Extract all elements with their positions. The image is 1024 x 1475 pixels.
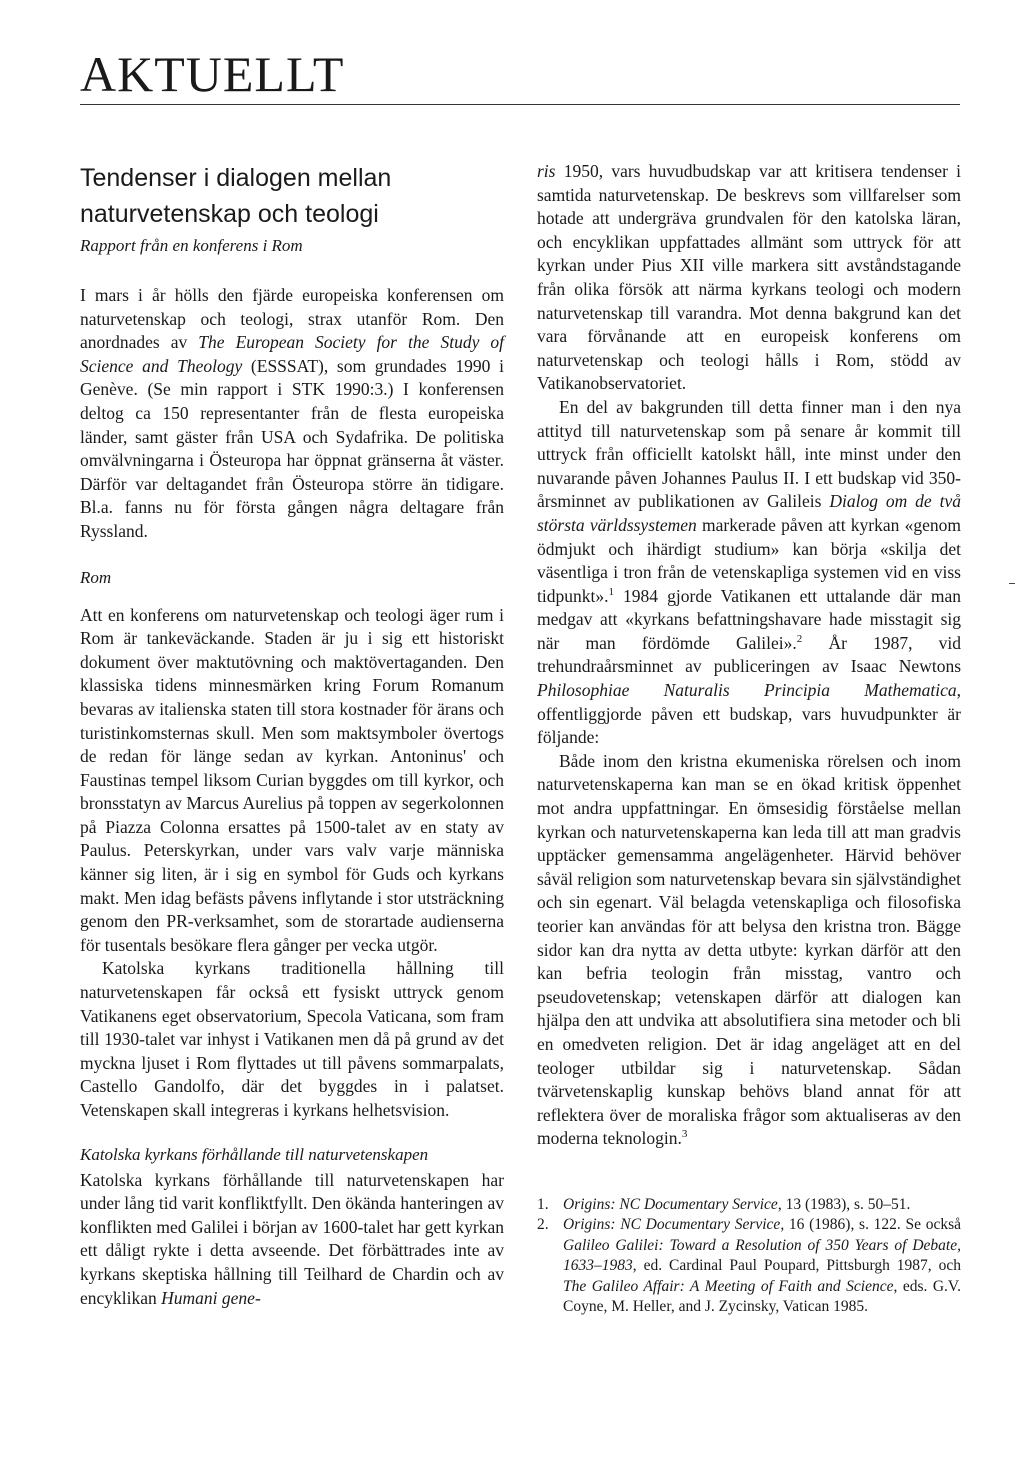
papal-message-paragraph xyxy=(537,750,961,1151)
church-text: Katolska kyrkans förhållande till naturvetenskapen har under lång tid varit konfliktfyllt. Den ökända hanteringen av konflikten med Galilei i början av 1600-talet har gett kyrkan ett dåligt rykte i detta avseende. Det förbättrades inte av kyrkans skeptiska hållning till Teilhard de Chardin och av encyklikan xyxy=(80,1169,504,1308)
intro-paragraph xyxy=(80,284,504,544)
page-header xyxy=(80,44,960,105)
intro-society-name: The European Society for the Study of Science and Theology xyxy=(80,332,504,376)
footnote-2 xyxy=(537,1215,961,1318)
footnote-ref-2: 2 xyxy=(796,633,803,646)
section-heading-church: Katolska kyrkans förhållande till naturvetenskapen xyxy=(80,1144,429,1164)
footnote-ref-3: 3 xyxy=(681,1128,688,1141)
footnote-detail-3: , eds. G.V. Coyne, M. Heller, and J. Zycinsky, Vatican 1985. xyxy=(563,1277,961,1316)
right-column xyxy=(537,160,961,1318)
encyclical-name-cont: ris xyxy=(537,161,556,181)
background-text-b: markerade påven att kyrkan «genom ödmjukt och ihärdigt studium» kan börja «skilja det väsentliga i tron från de vetenskapliga systemen vid en viss tidpunkt». xyxy=(537,514,962,606)
footnote-book-1: Galileo Galilei: Toward a Resolution of 350 Years of Debate, 1633–1983 xyxy=(563,1236,961,1275)
article-title xyxy=(80,160,504,232)
footnote-text xyxy=(563,1215,961,1318)
intro-text-b: (ESSSAT), som grundades 1990 i Genève. (Se min rapport i STK 1990:3.) I konferensen deltog ca 150 representanter från de flesta europeiska länder, samt gäster från USA och Sydafrika. De politiska omvälvningarna i Östeuropa har öppnat gränserna åt väster. Därför var deltagandet från Östeuropa större än tidigare. Bl.a. fanns nu för första gången några deltagare från Ryssland. xyxy=(80,355,504,541)
article-title-line-2: naturvetenskap och teologi xyxy=(80,200,379,228)
footnote-number: 1. xyxy=(537,1195,549,1213)
article-title-line-1: Tendenser i dialogen mellan xyxy=(80,164,392,192)
background-text-c: 1984 gjorde Vatikanen ett uttalande där man medgav att «kyrkans befattningshavare hade misstagit sig när man fördömde Galilei». xyxy=(537,585,961,653)
footnote-source: Origins: NC Documentary Service xyxy=(563,1195,778,1213)
background-text-d: År 1987, vid trehundraårsminnet av publiceringen av Isaac Newtons xyxy=(537,632,961,677)
rom-paragraph-2: Katolska kyrkans traditionella hållning till naturvetenskapen får också ett fysiskt uttryck genom Vatikanens eget observatorium, Specola Vaticana, som fram till 1930-talet var inhyst i Vatikanen men då på grund av det myckna ljuset i Rom flyttades ut till påvens sommarpalats, Castello Gandolfo, där det byggdes in i palatset. Vetenskapen skall integreras i kyrkans helhetsvision. xyxy=(80,958,504,1120)
footnote-number: 2. xyxy=(537,1216,549,1234)
church-paragraph-1 xyxy=(80,1169,504,1311)
footnote-1 xyxy=(537,1195,961,1216)
margin-mark xyxy=(1009,583,1015,584)
background-text-a: En del av bakgrunden till detta finner man i den nya attityd till naturvetenskap som på senare år kommit till uttryck från officiellt katolskt håll, inte minst under den nuvarande påven Johannes Paulus II. I ett budskap vid 350-årsminnet av publikationen av Galileis xyxy=(537,396,961,512)
intro-text-a: I mars i år hölls den fjärde europeiska konferensen om naturvetenskap och teologi, strax utanför Rom. Den anordnades av xyxy=(80,285,504,353)
encyclical-paragraph xyxy=(537,160,961,396)
header-rule xyxy=(80,104,960,105)
footnote-text xyxy=(563,1195,961,1216)
footnotes xyxy=(537,1195,961,1318)
footnote-ref-1: 1 xyxy=(608,585,614,598)
article-subtitle: Rapport från en konferens i Rom xyxy=(80,236,303,255)
background-paragraph xyxy=(537,396,961,750)
principia-title: Philosophiae Naturalis Principia Mathematica xyxy=(537,680,957,701)
encyclical-text: 1950, vars huvudbudskap var att kritisera tendenser i samtida naturvetenskap. De beskrevs som villfarelser som hotade att undergräva grundvalen för den katolska läran, och encyklikan uppfattades allmänt som uttryck för att kyrkan under Pius XII ville markera sitt avståndstagande från olika försök att närma kyrkans teologi och modern naturvetenskap till varandra. Mot denna bakgrund kan det vara förvånande att en europeisk konferens om naturvetenskap och teologi hålls i Rom, stödd av Vatikanobservatoriet. xyxy=(537,161,961,394)
footnote-book-2: The Galileo Affair: A Meeting of Faith and Science xyxy=(563,1277,894,1295)
footnote-detail: , 13 (1983), s. 50–51. xyxy=(777,1195,911,1213)
footnote-detail-2: , ed. Cardinal Paul Poupard, Pittsburgh 1987, och xyxy=(632,1257,961,1275)
dialog-title: Dialog om de två största världssystemen xyxy=(537,491,961,535)
footnote-source: Origins: NC Documentary Service xyxy=(563,1216,781,1234)
section-title: AKTUELLT xyxy=(80,46,345,102)
encyclical-name: Humani gene- xyxy=(161,1287,261,1308)
papal-message-text: Både inom den kristna ekumeniska rörelsen och inom naturvetenskaperna kan man se en ökad kritisk öppenhet mot andra uppfattningar. En ömsesidig förståelse mellan kyrkan och naturvetenskaperna kan leda till att man gradvis upptäcker gemensamma angelägenheter. Härvid behöver såväl religion som naturvetenskap bevara sin självständighet och sin egenart. Väl belagda vetenskapliga och filosofiska teorier kan användas för att belysa den kristna tron. Bägge sidor kan dra nytta av detta utbyte: kyrkan därför att den kan befria teologin från misstag, vantro och pseudovetenskap; vetenskapen därför att dialogen kan hjälpa den att undvika att absolutifiera sina metoder och bli en omedveten religion. Det är idag angeläget att en del teologer utbildar sig i naturvetenskap. Sådan tvärvetenskaplig kunskap behövs bland annat för att reflektera över de moraliska frågor som aktualiseras av den moderna teknologin. xyxy=(537,750,961,1149)
rom-paragraph-1: Att en konferens om naturvetenskap och teologi äger rum i Rom är tankeväckande. Staden är ju i sig ett historiskt dokument över maktutövning och maktövertaganden. Den klassiska tidens minnesmärken kring Forum Romanum bevaras av italienska staten till stora kostnader för ärans och turistinkomsternas skull. Men som maktsymboler övertogs de redan för länge sedan av kyrkan. Antoninus' och Faustinas tempel liksom Curian byggdes om till kyrkor, och bronsstatyn av Marcus Aurelius på toppen av segerkolonnen på Piazza Colonna ersattes på 1500-talet av en staty av Paulus. Peterskyrkan, under vars valv varje människa känner sig liten, är i sig en symbol för Guds och kyrkans makt. Men idag befästs påvens inflytande i stor utsträckning genom den PR-verksamhet, som de storartade audienserna för tusentals besökare flera gånger per vecka utgör. xyxy=(80,604,504,955)
background-text-e: , offentliggjorde påven ett budskap, vars huvudpunkter är följande: xyxy=(537,680,961,748)
section-heading-rom: Rom xyxy=(80,567,112,587)
left-column xyxy=(80,160,504,1310)
footnote-detail: , 16 (1986), s. 122. Se också xyxy=(780,1216,961,1234)
